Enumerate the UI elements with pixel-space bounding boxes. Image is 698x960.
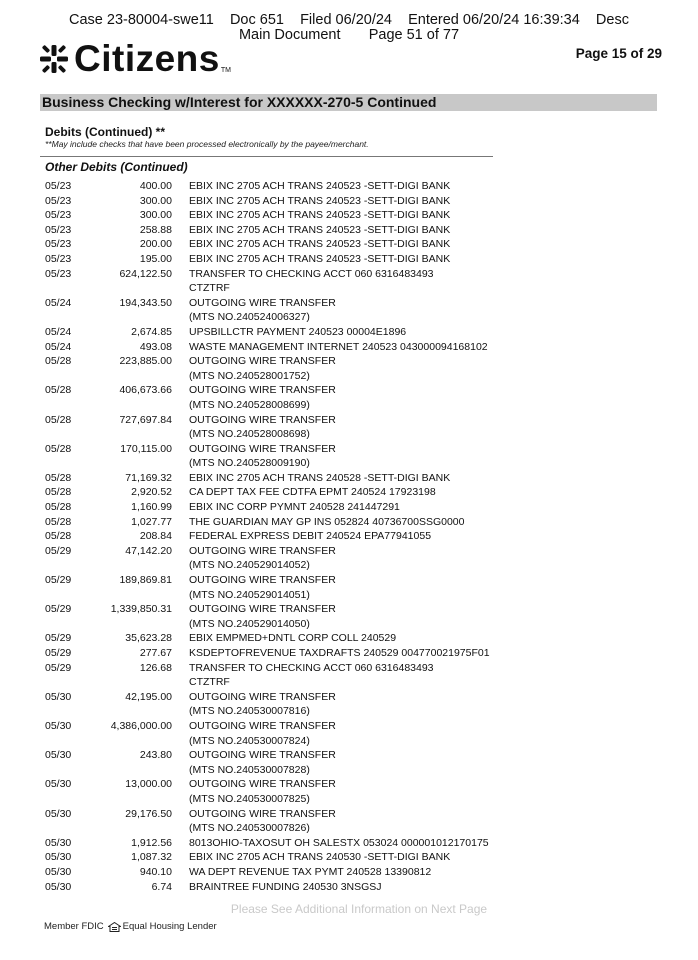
transaction-amount: 194,343.50 [119,296,172,309]
transaction-amount: 1,160.99 [131,501,172,514]
transaction-amount: 208.84 [139,530,172,543]
transaction-description: OUTGOING WIRE TRANSFER [189,807,336,820]
table-row [0,179,698,194]
transaction-amount: 2,674.85 [131,325,172,338]
table-row [0,208,698,223]
transaction-amount: 300.00 [139,194,172,207]
transaction-description: OUTGOING WIRE TRANSFER [189,778,336,791]
table-row [0,383,698,412]
transaction-amount: 727,697.84 [119,413,172,426]
divider [40,156,493,157]
transaction-amount: 277.67 [139,647,172,659]
transaction-description: EBIX INC 2705 ACH TRANS 240523 -SETT-DIGI BANK [189,223,451,236]
transaction-date: 05/23 [45,194,72,207]
table-row [0,267,698,296]
table-row [0,777,698,806]
transaction-amount: 126.68 [139,661,172,674]
transaction-date: 05/30 [45,865,72,878]
transaction-description: OUTGOING WIRE TRANSFER [189,719,336,732]
transaction-date: 05/28 [45,384,72,397]
transaction-amount: 940.10 [139,865,172,878]
page-indicator: Page 15 of 29 [575,46,662,61]
transaction-description: OUTGOING WIRE TRANSFER [189,690,336,703]
table-row [0,325,698,340]
transaction-amount: 223,885.00 [119,355,172,368]
table-row [0,252,698,267]
transaction-date: 05/28 [45,442,72,455]
transaction-amount: 13,000.00 [125,778,172,791]
citizens-logo-icon [40,45,68,73]
transaction-date: 05/30 [45,851,72,864]
transaction-date: 05/29 [45,647,72,659]
transaction-amount: 170,115.00 [120,442,172,455]
transaction-date: 05/30 [45,778,72,791]
transaction-amount: 6.74 [151,880,172,893]
transaction-amount: 4,386,000.00 [110,719,172,732]
transaction-description: OUTGOING WIRE TRANSFER [189,544,336,557]
table-row [0,646,698,661]
transaction-amount: 243.80 [139,749,172,762]
table-row [0,573,698,602]
transaction-date: 05/28 [45,501,72,514]
transaction-description: WASTE MANAGEMENT INTERNET 240523 043000094168102 [189,340,488,353]
transaction-amount: 493.08 [139,340,172,353]
transaction-date: 05/30 [45,836,72,849]
transaction-amount: 189,869.81 [119,574,172,587]
table-row [0,719,698,748]
transaction-date: 05/29 [45,544,72,557]
table-row [0,865,698,880]
table-row [0,296,698,325]
transaction-description-line2: CTZTRF [189,282,230,295]
transaction-description-line2: (MTS NO.240530007826) [189,822,310,835]
table-row [0,500,698,515]
citizens-logo [40,40,231,77]
debits-note: **May include checks that have been processed electronically by the payee/merchant. [45,139,369,149]
transaction-date: 05/30 [45,749,72,762]
transaction-description: OUTGOING WIRE TRANSFER [189,603,336,616]
transaction-date: 05/23 [45,238,72,251]
table-row [0,413,698,442]
table-row [0,340,698,355]
transaction-date: 05/30 [45,807,72,820]
transaction-amount: 1,912.56 [131,836,172,849]
transaction-description: EBIX INC 2705 ACH TRANS 240523 -SETT-DIGI BANK [189,180,451,192]
transaction-description: OUTGOING WIRE TRANSFER [189,296,336,309]
logo-wordmark: Citizens [74,38,220,79]
transaction-description-line2: (MTS NO.240524006327) [189,311,310,324]
table-row [0,807,698,836]
transaction-date: 05/24 [45,325,72,338]
transaction-description: TRANSFER TO CHECKING ACCT 060 6316483493 [189,661,434,674]
transaction-description: OUTGOING WIRE TRANSFER [189,442,336,455]
table-row [0,237,698,252]
transaction-amount: 42,195.00 [125,690,172,703]
transaction-description: EBIX INC 2705 ACH TRANS 240528 -SETT-DIGI BANK [189,471,451,484]
table-row [0,354,698,383]
transaction-amount: 29,176.50 [125,807,172,820]
transaction-description: EBIX INC 2705 ACH TRANS 240523 -SETT-DIGI BANK [189,252,451,265]
transaction-date: 05/29 [45,632,72,645]
table-row [0,880,698,895]
transaction-description: OUTGOING WIRE TRANSFER [189,355,336,368]
transaction-date: 05/28 [45,471,72,484]
transaction-description: BRAINTREE FUNDING 240530 3NSGSJ [189,880,382,893]
debits-heading: Debits (Continued) ** [45,125,165,139]
transaction-date: 05/24 [45,340,72,353]
transaction-amount: 1,339,850.31 [110,603,172,616]
logo-trademark: TM [220,67,231,74]
transaction-description-line2: (MTS NO.240530007816) [189,705,310,718]
table-row [0,529,698,544]
table-row [0,544,698,573]
court-header-line1: Case 23-80004-swe11 Doc 651 Filed 06/20/24 Entered 06/20/24 16:39:34 Desc [69,12,629,28]
member-fdic: Member FDIC [44,921,104,932]
transaction-description: WA DEPT REVENUE TAX PYMT 240528 13390812 [189,865,432,878]
table-row [0,515,698,530]
transaction-description: OUTGOING WIRE TRANSFER [189,384,336,397]
transaction-date: 05/23 [45,252,72,265]
transaction-date: 05/23 [45,223,72,236]
transaction-amount: 406,673.66 [119,384,172,397]
transaction-description-line2: (MTS NO.240528008698) [189,428,310,441]
table-row [0,836,698,851]
transaction-date: 05/30 [45,719,72,732]
transaction-amount: 400.00 [139,180,172,192]
transaction-description-line2: (MTS NO.240530007824) [189,734,310,747]
transaction-amount: 47,142.20 [125,544,172,557]
transaction-date: 05/28 [45,486,72,499]
table-row [0,194,698,209]
transaction-description-line2: (MTS NO.240530007828) [189,763,310,776]
transaction-description-line2: (MTS NO.240529014051) [189,588,310,601]
transactions-table [0,179,698,894]
transaction-description: EBIX EMPMED+DNTL CORP COLL 240529 [189,632,397,645]
transaction-date: 05/24 [45,296,72,309]
transaction-date: 05/28 [45,530,72,543]
transaction-description-line2: (MTS NO.240529014052) [189,559,310,572]
transaction-description: UPSBILLCTR PAYMENT 240523 00004E1896 [189,325,407,338]
transaction-description-line2: (MTS NO.240530007825) [189,792,310,805]
table-row [0,485,698,500]
transaction-description: OUTGOING WIRE TRANSFER [189,749,336,762]
transaction-description: OUTGOING WIRE TRANSFER [189,574,336,587]
transaction-amount: 1,027.77 [131,515,172,528]
table-row [0,471,698,486]
transaction-date: 05/29 [45,603,72,616]
transaction-description: CA DEPT TAX FEE CDTFA EPMT 240524 17923198 [189,486,436,499]
court-header-line2: Main Document Page 51 of 77 [238,27,460,43]
transaction-description-line2: (MTS NO.240528008699) [189,398,310,411]
table-row [0,223,698,238]
table-row [0,661,698,690]
transaction-date: 05/23 [45,267,72,280]
transaction-date: 05/28 [45,515,72,528]
transaction-amount: 200.00 [139,238,172,251]
transaction-date: 05/28 [45,413,72,426]
table-row [0,850,698,865]
transaction-description: TRANSFER TO CHECKING ACCT 060 6316483493 [189,267,434,280]
transaction-date: 05/28 [45,355,72,368]
table-row [0,690,698,719]
other-debits-heading: Other Debits (Continued) [45,160,188,174]
transaction-description: FEDERAL EXPRESS DEBIT 240524 EPA77941055 [189,530,432,543]
transaction-description: EBIX INC 2705 ACH TRANS 240523 -SETT-DIGI BANK [189,238,451,251]
section-title: Business Checking w/Interest for XXXXXX-270-5 Continued [40,94,657,111]
transaction-description-line2: (MTS NO.240529014050) [189,617,310,630]
transaction-description: KSDEPTOFREVENUE TAXDRAFTS 240529 004770021975F01 [189,647,490,659]
transaction-description: EBIX INC 2705 ACH TRANS 240523 -SETT-DIGI BANK [189,194,451,207]
transaction-amount: 1,087.32 [131,851,172,864]
transaction-description-line2: (MTS NO.240528009190) [189,457,310,470]
table-row [0,602,698,631]
transaction-amount: 71,169.32 [125,471,172,484]
table-row [0,631,698,646]
transaction-date: 05/30 [45,690,72,703]
transaction-description: EBIX INC CORP PYMNT 240528 241447291 [189,501,400,514]
transaction-description: OUTGOING WIRE TRANSFER [189,413,336,426]
table-row [0,748,698,777]
transaction-amount: 195.00 [139,252,172,265]
transaction-amount: 35,623.28 [125,632,172,645]
table-row [0,442,698,471]
fdic-footer [44,921,217,932]
transaction-date: 05/23 [45,209,72,222]
transaction-amount: 2,920.52 [131,486,172,499]
transaction-date: 05/29 [45,661,72,674]
equal-housing-lender: Equal Housing Lender [122,921,217,932]
transaction-date: 05/30 [45,880,72,893]
transaction-description: EBIX INC 2705 ACH TRANS 240523 -SETT-DIGI BANK [189,209,451,222]
transaction-amount: 300.00 [139,209,172,222]
transaction-amount: 258.88 [139,223,172,236]
transaction-date: 05/29 [45,574,72,587]
transaction-description: 8013OHIO-TAXOSUT OH SALESTX 053024 000001012170175 [189,836,489,849]
transaction-description-line2: (MTS NO.240528001752) [189,369,310,382]
next-page-notice: Please See Additional Information on Next Page [230,902,488,916]
transaction-description: THE GUARDIAN MAY GP INS 052824 40736700SSG0000 [189,515,465,528]
transaction-date: 05/23 [45,180,72,192]
transaction-description: EBIX INC 2705 ACH TRANS 240530 -SETT-DIGI BANK [189,851,451,864]
transaction-amount: 624,122.50 [119,267,172,280]
equal-housing-icon [108,922,121,932]
transaction-description-line2: CTZTRF [189,676,230,689]
